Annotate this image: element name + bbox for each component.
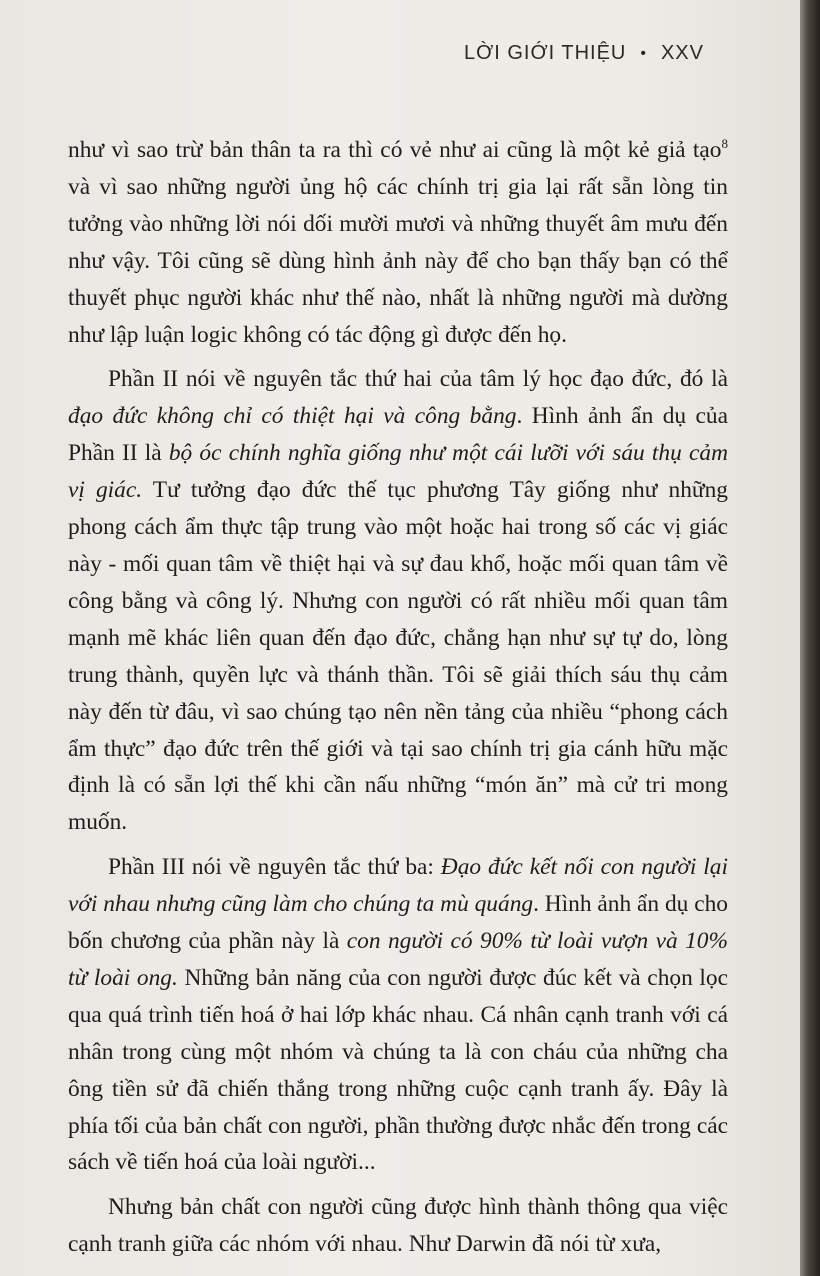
text-run: . Hình ảnh ẩn dụ cho bốn chương của phần này là <box>68 891 728 955</box>
paragraph <box>68 361 728 841</box>
paragraph <box>68 1189 728 1263</box>
text-run: Phần III nói về nguyên tắc thứ ba: <box>108 854 441 881</box>
page-edge-shadow <box>800 0 820 1276</box>
running-header <box>464 42 704 65</box>
page-number: XXV <box>660 42 704 64</box>
text-run: như vì sao trừ bản thân ta ra thì có vẻ như ai cũng là một kẻ giả tạo <box>68 137 722 163</box>
text-run: và vì sao những người ủng hộ các chính trị gia lại rất sẵn lòng tin tưởng vào những lời nói dối mười mươi và những thuyết âm mưu đến như vậy. Tôi cũng sẽ dùng hình ảnh này để cho bạn thấy bạn có thể thuyết phục người khác như thế nào, nhất là những người mà dường như lập luận logic không có tác động gì được đến họ. <box>68 173 728 348</box>
italic-phrase: con người có 90% từ loài vượn và 10% từ loài ong. <box>68 928 728 991</box>
text-run: Nhưng bản chất con người cũng được hình thành thông qua việc cạnh tranh giữa các nhóm với nhau. Như Darwin đã nói từ xưa, <box>68 1194 728 1258</box>
header-separator: • <box>640 44 647 62</box>
text-run: Tư tưởng đạo đức thế tục phương Tây giống như những phong cách ẩm thực tập trung vào một hoặc hai trong số các vị giác này - mối quan tâm về thiệt hại và sự đau khổ, hoặc mối quan tâm về công bằng và công lý. Nhưng con người có rất nhiều mối quan tâm mạnh mẽ khác liên quan đến đạo đức, chẳng hạn như sự tự do, lòng trung thành, quyền lực và thánh thần. Tôi sẽ giải thích sáu thụ cảm này đến từ đâu, vì sao chúng tạo nên nền tảng của nhiều “phong cách ẩm thực” đạo đức trên thế giới và tại sao chính trị gia cánh hữu mặc định là có sẵn lợi thế khi cần nấu những “món ăn” mà cử tri mong muốn. <box>68 477 728 836</box>
body-text <box>68 132 728 1271</box>
paragraph <box>68 132 728 353</box>
text-run: . Hình ảnh ẩn dụ của Phần II là <box>68 403 728 467</box>
text-run: Phần II nói về nguyên tắc thứ hai của tâm lý học đạo đức, đó là <box>108 366 728 393</box>
footnote-marker: 8 <box>721 136 728 152</box>
chapter-title: LỜI GIỚI THIỆU <box>463 42 627 64</box>
italic-phrase: đạo đức không chỉ có thiệt hại và công bằng <box>68 403 517 430</box>
text-run: Những bản năng của con người được đúc kết và chọn lọc qua quá trình tiến hoá ở hai lớp khác nhau. Cá nhân cạnh tranh với cá nhân trong cùng một nhóm và chúng ta là con cháu của những cha ông tiền sử đã chiến thắng trong những cuộc cạnh tranh ấy. Đây là phía tối của bản chất con người, phần thường được nhắc đến trong các sách về tiến hoá của loài người... <box>68 964 728 1176</box>
paragraph <box>68 849 728 1181</box>
italic-phrase: bộ óc chính nghĩa giống như một cái lưỡi với sáu thụ cảm vị giác. <box>68 440 728 504</box>
italic-phrase: Đạo đức kết nối con người lại với nhau nhưng cũng làm cho chúng ta mù quáng <box>68 854 728 918</box>
